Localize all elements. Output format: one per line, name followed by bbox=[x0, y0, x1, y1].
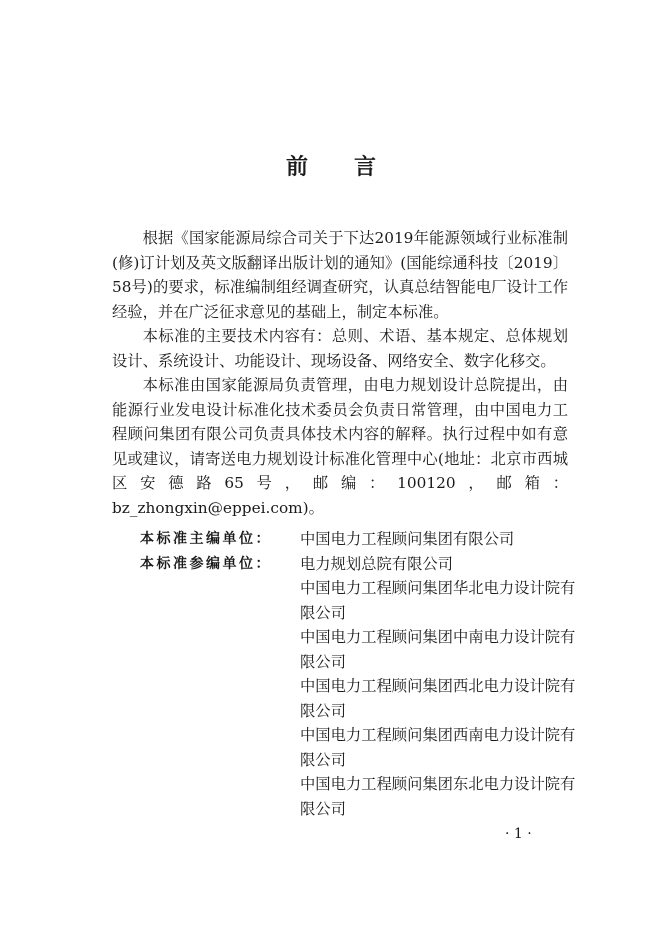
chief-editor-value: 中国电力工程顾问集团有限公司 bbox=[300, 530, 515, 548]
page-title bbox=[0, 150, 662, 181]
participant-1: 电力规划总院有限公司 bbox=[300, 554, 453, 573]
chief-editor-row bbox=[140, 527, 580, 552]
paragraph-basis: 根据《国家能源局综合司关于下达2019年能源领域行业标准制(修)订计划及英文版翻译出版计划的通知》(国能综通科技〔2019〕58号)的要求，标准编制组经调查研究，认真总结智能电厂设计工作经验，并在广泛征求意见的基础上，制定本标准。 bbox=[112, 229, 568, 321]
participants-label: 本标准参编单位： bbox=[140, 555, 272, 572]
participant-6: 中国电力工程顾问集团东北电力设计院有限公司 bbox=[300, 775, 576, 818]
page-number: · 1 · bbox=[505, 826, 532, 842]
foreword-body bbox=[112, 226, 568, 520]
title-char-2: 言 bbox=[354, 155, 377, 180]
participant-4: 中国电力工程顾问集团西北电力设计院有限公司 bbox=[300, 677, 576, 720]
title-char-1: 前 bbox=[285, 155, 308, 180]
chief-editor-label: 本标准主编单位： bbox=[140, 531, 272, 547]
participants-row bbox=[140, 552, 580, 822]
participant-5: 中国电力工程顾问集团西南电力设计院有限公司 bbox=[300, 726, 576, 769]
participant-3: 中国电力工程顾问集团中南电力设计院有限公司 bbox=[300, 628, 576, 671]
paragraph-management: 本标准由国家能源局负责管理，由电力规划设计总院提出，由能源行业发电设计标准化技术委员会负责日常管理，由中国电力工程顾问集团有限公司负责具体技术内容的解释。执行过程中如有意见或建议，请寄送电力规划设计标准化管理中心(地址：北京市西城区安德路65号，邮编：100120，邮箱：bz_zhongxin@eppei.com)。 bbox=[112, 376, 568, 517]
organizations-list bbox=[140, 527, 580, 821]
participant-2: 中国电力工程顾问集团华北电力设计院有限公司 bbox=[300, 579, 576, 622]
paragraph-contents: 本标准的主要技术内容有：总则、术语、基本规定、总体规划设计、系统设计、功能设计、现场设备、网络安全、数字化移交。 bbox=[112, 327, 568, 370]
